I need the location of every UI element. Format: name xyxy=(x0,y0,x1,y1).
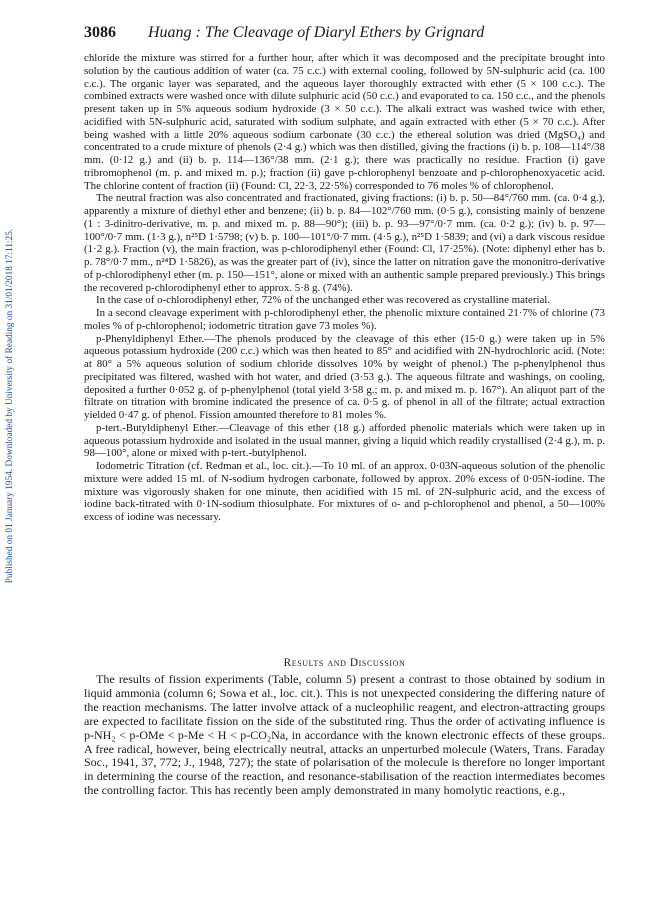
download-watermark xyxy=(2,156,18,656)
paragraph: In a second cleavage experiment with p-chlorodiphenyl ether, the phenolic mixture contained 21·7% of chlorine (73 moles % of p-chlorophenol; iodometric titration gave 73 moles %). xyxy=(84,307,605,332)
experimental-text xyxy=(84,52,605,524)
paragraph: p-tert.-Butyldiphenyl Ether.—Cleavage of this ether (18 g.) afforded phenolic materials which were taken up in aqueous potassium hydroxide and isolated in the usual manner, giving a liquid which readily crystallised (2·4 g.), m. p. 98—100°, alone or mixed with p-tert.-butylphenol. xyxy=(84,421,605,460)
running-title: Huang : The Cleavage of Diaryl Ethers by Grignard xyxy=(148,24,485,41)
section-heading: Results and Discussion xyxy=(283,657,406,669)
page-header xyxy=(84,24,604,46)
paragraph: The results of fission experiments (Table, column 5) present a contrast to those obtained by sodium in liquid ammonia (column 6; Sowa et al., loc. cit.). This is not unexpected considering the differing nature of the reaction mechanisms. The latter involve attack of a nucleophilic reagent, and electron-attracting groups are expected to facilitate fission on the side of the substituted ring. Thus the order of activating influence is p-NH₂ < p-OMe < p-Me < H < p-CO₂Na, in accordance with the known electronic effects of these groups. A free radical, however, being electrically neutral, attacks an unperturbed molecule (Waters, Trans. Faraday Soc., 1941, 37, 772; J., 1948, 727); the state of polarisation of the molecule is therefore no longer important in determining the course of the reaction, and resonance-stabilisation of the reaction intermediates becomes the controlling factor. This has recently been amply demonstrated in many homolytic reactions, e.g., xyxy=(84,672,605,798)
paragraph: chloride the mixture was stirred for a further hour, after which it was decomposed and the precipitate brought into solution by the cautious addition of water (ca. 75 c.c.) with external cooling, followed by 5N-sulphuric acid (ca. 100 c.c.). The organic layer was separated, and the aqueous layer thoroughly extracted with ether (5 × 100 c.c.). The combined extracts were washed once with dilute sulphuric acid (50 c.c.) and evaporated to ca. 150 c.c., and the phenols present taken up in 5% aqueous sodium hydroxide (3 × 50 c.c.). The alkali extract was washed twice with ether, acidified with 5N-sulphuric acid, saturated with sodium sulphate, and again extracted with ether (5 × 70 c.c.). After being washed with a little 20% aqueous sodium carbonate (30 c.c.) the ethereal solution was dried (MgSO₄) and concentrated to a crude mixture of phenols (2·4 g.) which was then distilled, giving the fractions (i) b. p. 108—114°/38 mm. (0·12 g.) and (ii) b. p. 114—136°/38 mm. (2·1 g.); there was practically no residue. Fraction (i) gave tribromophenol (m. p. and mixed m. p.); fraction (ii) gave p-chlorophenyl benzoate and p-chlorophenoxyacetic acid. The chlorine content of fraction (ii) (Found: Cl, 22·3, 22·5%) corresponded to 76 moles % of chlorophenol. xyxy=(84,52,605,192)
paragraph: Iodometric Titration (cf. Redman et al., loc. cit.).—To 10 ml. of an approx. 0·03N-aqueous solution of the phenolic mixture were added 15 ml. of N-sodium hydrogen carbonate, followed by approx. 20% excess of 0·05N-iodine. The mixture was vigorously shaken for one minute, then acidified with 15 ml. of 2N-sulphuric acid, and the excess of iodine back-titrated with 0·1N-sodium thiosulphate. For mixtures of o- and p-chlorophenol and phenol, a 50—100% excess of iodine was necessary. xyxy=(84,460,605,523)
download-watermark-text: Published on 01 January 1954. Downloaded by University of Reading on 31/01/2018 17:11:25. xyxy=(5,228,15,584)
paragraph: p-Phenyldiphenyl Ether.—The phenols produced by the cleavage of this ether (15·0 g.) were taken up in 5% aqueous potassium hydroxide (200 c.c.) which was then heated to 85° and acidified with 2N-hydrochloric acid. (Note: at 80° a 5% aqueous solution of sodium chloride dissolves 10% by weight of phenol.) The p-phenylphenol thus precipitated was filtered, washed with hot water, and dried (3·53 g.). The aqueous filtrate and washings, on cooling, deposited a further 0·052 g. of p-phenylphenol (total yield 3·58 g.; m. p. and mixed m. p. 167°). An aliquot part of the filtrate on titration with bromine indicated the presence of ca. 0·5 g. of phenol in all of the filtrate; actual extraction yielded 0·47 g. of phenol. Fission amounted therefore to 81 moles %. xyxy=(84,332,605,421)
discussion-text xyxy=(84,673,605,798)
paragraph: The neutral fraction was also concentrated and fractionated, giving fractions: (i) b. p. 50—84°/760 mm. (ca. 0·4 g.), apparently a mixture of diethyl ether and benzene; (ii) b. p. 84—102°/760 mm. (0·5 g.), consisting mainly of benzene (1 : 3-dinitro-derivative, m. p. and mixed m. p. 88—90°); (iii) b. p. 93—97°/0·7 mm. (ca. 0·2 g.); (iv) b. p. 97—100°/0·7 mm. (1·3 g.), n²⁵D 1·5798; (v) b. p. 100—101°/0·7 mm. (4·5 g.), n²⁵D 1·5839; and (vi) a dark viscous residue (1·2 g.). Fraction (v), the main fraction, was p-chlorodiphenyl ether (Found: Cl, 17·25%). (Note: diphenyl ether has b. p. 78°/0·7 mm., n²⁴D 1·5826), as was the greater part of (iv), since the latter on nitration gave the mononitro-derivative of p-chlorodiphenyl ether (m. p. 150—151°, alone or mixed with an authentic sample prepared previously.) This brings the recovered p-chlorodiphenyl ether to approx. 5·8 g. (74%). xyxy=(84,192,605,294)
paragraph: In the case of o-chlorodiphenyl ether, 72% of the unchanged ether was recovered as crystalline material. xyxy=(96,294,551,307)
page-number: 3086 xyxy=(84,24,116,41)
